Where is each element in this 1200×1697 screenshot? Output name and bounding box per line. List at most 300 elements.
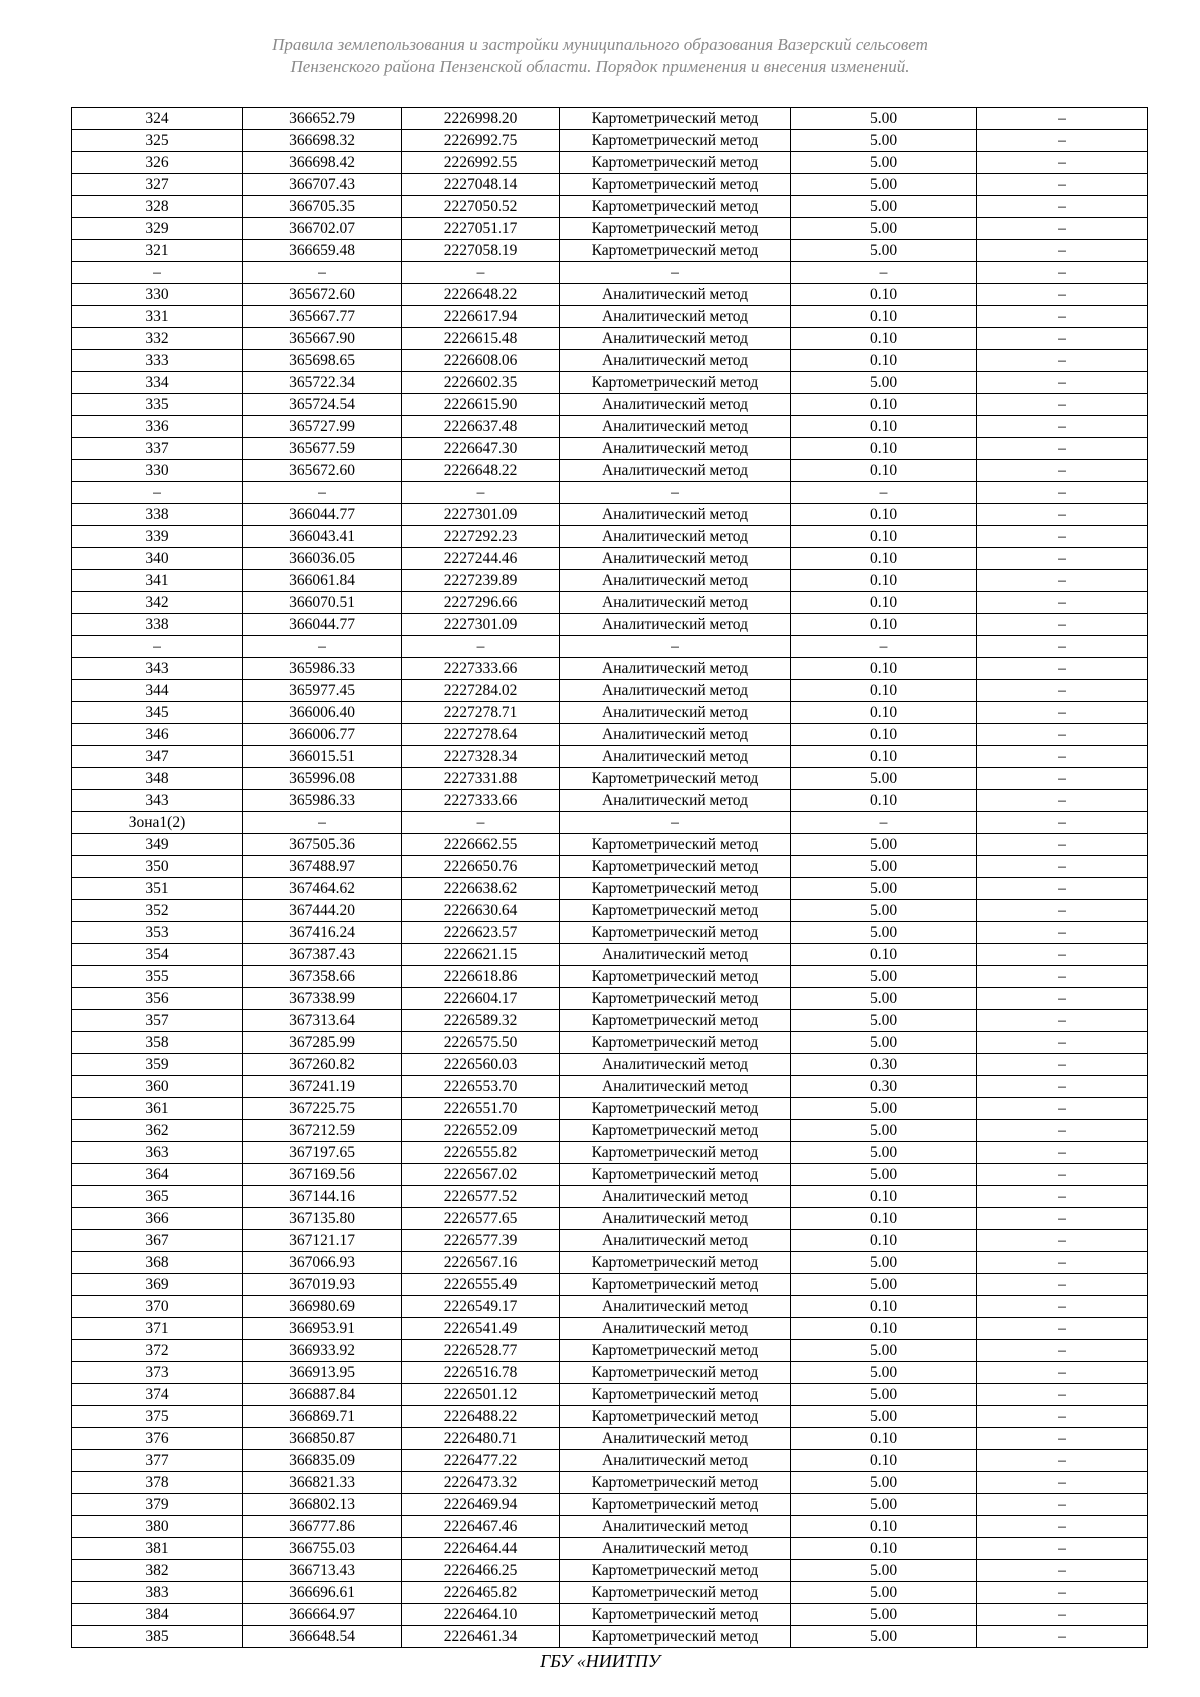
- x-coordinate-cell: 366913.95: [243, 1362, 402, 1384]
- description-cell: –: [977, 1428, 1148, 1450]
- y-coordinate-cell: 2226553.70: [402, 1076, 560, 1098]
- method-cell: Аналитический метод: [560, 944, 791, 966]
- method-cell: Картометрический метод: [560, 834, 791, 856]
- accuracy-cell: 0.10: [791, 790, 977, 812]
- y-coordinate-cell: 2226615.90: [402, 394, 560, 416]
- y-coordinate-cell: 2227292.23: [402, 526, 560, 548]
- y-coordinate-cell: 2226577.65: [402, 1208, 560, 1230]
- y-coordinate-cell: 2226501.12: [402, 1384, 560, 1406]
- point-number-cell: 347: [72, 746, 243, 768]
- y-coordinate-cell: 2226516.78: [402, 1362, 560, 1384]
- description-cell: –: [977, 1560, 1148, 1582]
- description-cell: –: [977, 1032, 1148, 1054]
- table-row: [72, 1318, 1148, 1340]
- x-coordinate-cell: 365677.59: [243, 438, 402, 460]
- accuracy-cell: 5.00: [791, 240, 977, 262]
- accuracy-cell: 5.00: [791, 1252, 977, 1274]
- accuracy-cell: 0.10: [791, 1516, 977, 1538]
- table-row: [72, 702, 1148, 724]
- table-row: [72, 988, 1148, 1010]
- point-number-cell: 357: [72, 1010, 243, 1032]
- y-coordinate-cell: 2226552.09: [402, 1120, 560, 1142]
- point-number-cell: 343: [72, 790, 243, 812]
- x-coordinate-cell: 366821.33: [243, 1472, 402, 1494]
- description-cell: –: [977, 966, 1148, 988]
- x-coordinate-cell: 365722.34: [243, 372, 402, 394]
- accuracy-cell: 5.00: [791, 108, 977, 130]
- description-cell: –: [977, 1274, 1148, 1296]
- table-row: [72, 328, 1148, 350]
- method-cell: Аналитический метод: [560, 504, 791, 526]
- accuracy-cell: 5.00: [791, 878, 977, 900]
- point-number-cell: 354: [72, 944, 243, 966]
- table-row: [72, 1582, 1148, 1604]
- x-coordinate-cell: 366869.71: [243, 1406, 402, 1428]
- table-row: [72, 614, 1148, 636]
- header-line-1: Правила землепользования и застройки муниципального образования Вазерский сельсовет: [272, 35, 928, 54]
- y-coordinate-cell: –: [402, 636, 560, 658]
- point-number-cell: 366: [72, 1208, 243, 1230]
- point-number-cell: 327: [72, 174, 243, 196]
- description-cell: –: [977, 1450, 1148, 1472]
- table-row: [72, 1252, 1148, 1274]
- x-coordinate-cell: 366707.43: [243, 174, 402, 196]
- point-number-cell: 374: [72, 1384, 243, 1406]
- accuracy-cell: 0.10: [791, 614, 977, 636]
- point-number-cell: 321: [72, 240, 243, 262]
- y-coordinate-cell: 2226488.22: [402, 1406, 560, 1428]
- table-row: [72, 724, 1148, 746]
- y-coordinate-cell: 2226551.70: [402, 1098, 560, 1120]
- point-number-cell: 338: [72, 614, 243, 636]
- x-coordinate-cell: 366887.84: [243, 1384, 402, 1406]
- point-number-cell: 351: [72, 878, 243, 900]
- method-cell: Картометрический метод: [560, 1032, 791, 1054]
- method-cell: Картометрический метод: [560, 856, 791, 878]
- table-row: [72, 1428, 1148, 1450]
- method-cell: Картометрический метод: [560, 1164, 791, 1186]
- x-coordinate-cell: 366802.13: [243, 1494, 402, 1516]
- y-coordinate-cell: 2226567.02: [402, 1164, 560, 1186]
- point-number-cell: 380: [72, 1516, 243, 1538]
- accuracy-cell: –: [791, 262, 977, 284]
- method-cell: Аналитический метод: [560, 724, 791, 746]
- x-coordinate-cell: 367285.99: [243, 1032, 402, 1054]
- y-coordinate-cell: 2226617.94: [402, 306, 560, 328]
- method-cell: Аналитический метод: [560, 1318, 791, 1340]
- x-coordinate-cell: 367313.64: [243, 1010, 402, 1032]
- table-row: [72, 856, 1148, 878]
- accuracy-cell: 5.00: [791, 1362, 977, 1384]
- method-cell: Аналитический метод: [560, 328, 791, 350]
- method-cell: Картометрический метод: [560, 240, 791, 262]
- y-coordinate-cell: –: [402, 262, 560, 284]
- description-cell: –: [977, 922, 1148, 944]
- y-coordinate-cell: 2226608.06: [402, 350, 560, 372]
- method-cell: Картометрический метод: [560, 1274, 791, 1296]
- description-cell: –: [977, 1582, 1148, 1604]
- y-coordinate-cell: 2226648.22: [402, 284, 560, 306]
- accuracy-cell: 5.00: [791, 218, 977, 240]
- y-coordinate-cell: 2226992.75: [402, 130, 560, 152]
- table-row: [72, 1142, 1148, 1164]
- table-row: [72, 1538, 1148, 1560]
- y-coordinate-cell: 2226618.86: [402, 966, 560, 988]
- y-coordinate-cell: 2226567.16: [402, 1252, 560, 1274]
- point-number-cell: 336: [72, 416, 243, 438]
- accuracy-cell: 0.10: [791, 1230, 977, 1252]
- description-cell: –: [977, 174, 1148, 196]
- method-cell: Картометрический метод: [560, 1142, 791, 1164]
- method-cell: Аналитический метод: [560, 1230, 791, 1252]
- point-number-cell: 381: [72, 1538, 243, 1560]
- coordinates-table-body: [72, 108, 1148, 1648]
- point-number-cell: 379: [72, 1494, 243, 1516]
- x-coordinate-cell: 366070.51: [243, 592, 402, 614]
- description-cell: –: [977, 1164, 1148, 1186]
- x-coordinate-cell: 367135.80: [243, 1208, 402, 1230]
- description-cell: –: [977, 1296, 1148, 1318]
- x-coordinate-cell: 367464.62: [243, 878, 402, 900]
- accuracy-cell: 0.10: [791, 504, 977, 526]
- accuracy-cell: 5.00: [791, 152, 977, 174]
- point-number-cell: 330: [72, 284, 243, 306]
- table-row: [72, 878, 1148, 900]
- accuracy-cell: 5.00: [791, 1494, 977, 1516]
- method-cell: Аналитический метод: [560, 1208, 791, 1230]
- method-cell: Картометрический метод: [560, 108, 791, 130]
- table-row: [72, 658, 1148, 680]
- description-cell: –: [977, 438, 1148, 460]
- method-cell: Аналитический метод: [560, 1428, 791, 1450]
- method-cell: Аналитический метод: [560, 592, 791, 614]
- point-number-cell: 362: [72, 1120, 243, 1142]
- x-coordinate-cell: 366015.51: [243, 746, 402, 768]
- method-cell: Аналитический метод: [560, 1296, 791, 1318]
- x-coordinate-cell: 365986.33: [243, 658, 402, 680]
- point-number-cell: 329: [72, 218, 243, 240]
- point-number-cell: 352: [72, 900, 243, 922]
- x-coordinate-cell: 367260.82: [243, 1054, 402, 1076]
- y-coordinate-cell: 2226575.50: [402, 1032, 560, 1054]
- table-row: [72, 746, 1148, 768]
- accuracy-cell: 0.10: [791, 1296, 977, 1318]
- y-coordinate-cell: 2226604.17: [402, 988, 560, 1010]
- description-cell: –: [977, 482, 1148, 504]
- accuracy-cell: 0.10: [791, 658, 977, 680]
- accuracy-cell: 5.00: [791, 856, 977, 878]
- method-cell: Аналитический метод: [560, 438, 791, 460]
- table-row: [72, 922, 1148, 944]
- description-cell: –: [977, 812, 1148, 834]
- table-row: [72, 1164, 1148, 1186]
- description-cell: –: [977, 1076, 1148, 1098]
- x-coordinate-cell: 366850.87: [243, 1428, 402, 1450]
- description-cell: –: [977, 1626, 1148, 1648]
- y-coordinate-cell: 2226647.30: [402, 438, 560, 460]
- description-cell: –: [977, 548, 1148, 570]
- method-cell: –: [560, 636, 791, 658]
- point-number-cell: 324: [72, 108, 243, 130]
- table-row: [72, 592, 1148, 614]
- y-coordinate-cell: 2226555.82: [402, 1142, 560, 1164]
- y-coordinate-cell: 2227328.34: [402, 746, 560, 768]
- y-coordinate-cell: –: [402, 482, 560, 504]
- accuracy-cell: 5.00: [791, 372, 977, 394]
- method-cell: Картометрический метод: [560, 1626, 791, 1648]
- method-cell: Картометрический метод: [560, 878, 791, 900]
- accuracy-cell: 0.10: [791, 416, 977, 438]
- method-cell: Картометрический метод: [560, 768, 791, 790]
- description-cell: –: [977, 1098, 1148, 1120]
- table-row: [72, 1274, 1148, 1296]
- table-row: [72, 526, 1148, 548]
- accuracy-cell: 0.10: [791, 702, 977, 724]
- description-cell: –: [977, 1516, 1148, 1538]
- y-coordinate-cell: 2226464.10: [402, 1604, 560, 1626]
- y-coordinate-cell: 2227284.02: [402, 680, 560, 702]
- coordinates-table: [71, 107, 1148, 1648]
- table-row: [72, 1494, 1148, 1516]
- accuracy-cell: 5.00: [791, 834, 977, 856]
- method-cell: Картометрический метод: [560, 1560, 791, 1582]
- method-cell: Аналитический метод: [560, 394, 791, 416]
- description-cell: –: [977, 746, 1148, 768]
- method-cell: Картометрический метод: [560, 922, 791, 944]
- table-row: [72, 438, 1148, 460]
- y-coordinate-cell: 2226662.55: [402, 834, 560, 856]
- point-number-cell: 353: [72, 922, 243, 944]
- accuracy-cell: 0.10: [791, 460, 977, 482]
- x-coordinate-cell: 365724.54: [243, 394, 402, 416]
- y-coordinate-cell: 2226480.71: [402, 1428, 560, 1450]
- y-coordinate-cell: 2226577.52: [402, 1186, 560, 1208]
- description-cell: –: [977, 262, 1148, 284]
- x-coordinate-cell: 366835.09: [243, 1450, 402, 1472]
- accuracy-cell: 5.00: [791, 1560, 977, 1582]
- description-cell: –: [977, 988, 1148, 1010]
- table-row: [72, 1010, 1148, 1032]
- method-cell: Картометрический метод: [560, 1472, 791, 1494]
- y-coordinate-cell: 2227048.14: [402, 174, 560, 196]
- accuracy-cell: 5.00: [791, 174, 977, 196]
- accuracy-cell: 5.00: [791, 1010, 977, 1032]
- description-cell: –: [977, 680, 1148, 702]
- y-coordinate-cell: 2226602.35: [402, 372, 560, 394]
- table-row: [72, 1296, 1148, 1318]
- y-coordinate-cell: 2226615.48: [402, 328, 560, 350]
- y-coordinate-cell: 2227058.19: [402, 240, 560, 262]
- description-cell: –: [977, 108, 1148, 130]
- accuracy-cell: 5.00: [791, 1098, 977, 1120]
- point-number-cell: 360: [72, 1076, 243, 1098]
- point-number-cell: 325: [72, 130, 243, 152]
- table-row: [72, 1560, 1148, 1582]
- x-coordinate-cell: 365977.45: [243, 680, 402, 702]
- method-cell: Картометрический метод: [560, 900, 791, 922]
- description-cell: –: [977, 1186, 1148, 1208]
- description-cell: –: [977, 306, 1148, 328]
- y-coordinate-cell: 2227333.66: [402, 658, 560, 680]
- accuracy-cell: 5.00: [791, 768, 977, 790]
- table-row: [72, 834, 1148, 856]
- accuracy-cell: 0.10: [791, 1428, 977, 1450]
- description-cell: –: [977, 372, 1148, 394]
- description-cell: –: [977, 1054, 1148, 1076]
- x-coordinate-cell: –: [243, 262, 402, 284]
- x-coordinate-cell: 366652.79: [243, 108, 402, 130]
- table-row: [72, 482, 1148, 504]
- method-cell: Картометрический метод: [560, 196, 791, 218]
- accuracy-cell: 0.10: [791, 526, 977, 548]
- point-number-cell: 368: [72, 1252, 243, 1274]
- y-coordinate-cell: 2226637.48: [402, 416, 560, 438]
- point-number-cell: –: [72, 262, 243, 284]
- x-coordinate-cell: 365672.60: [243, 460, 402, 482]
- x-coordinate-cell: 365672.60: [243, 284, 402, 306]
- y-coordinate-cell: 2226650.76: [402, 856, 560, 878]
- description-cell: –: [977, 1604, 1148, 1626]
- y-coordinate-cell: 2226464.44: [402, 1538, 560, 1560]
- point-number-cell: 348: [72, 768, 243, 790]
- point-number-cell: –: [72, 636, 243, 658]
- description-cell: –: [977, 1406, 1148, 1428]
- y-coordinate-cell: 2226555.49: [402, 1274, 560, 1296]
- accuracy-cell: 0.10: [791, 680, 977, 702]
- description-cell: –: [977, 1318, 1148, 1340]
- description-cell: –: [977, 1142, 1148, 1164]
- description-cell: –: [977, 350, 1148, 372]
- accuracy-cell: 5.00: [791, 1582, 977, 1604]
- accuracy-cell: 0.10: [791, 306, 977, 328]
- table-row: [72, 1406, 1148, 1428]
- point-number-cell: 343: [72, 658, 243, 680]
- table-row: [72, 570, 1148, 592]
- y-coordinate-cell: 2227301.09: [402, 504, 560, 526]
- description-cell: –: [977, 724, 1148, 746]
- method-cell: Картометрический метод: [560, 1604, 791, 1626]
- accuracy-cell: –: [791, 636, 977, 658]
- x-coordinate-cell: 365996.08: [243, 768, 402, 790]
- x-coordinate-cell: –: [243, 482, 402, 504]
- accuracy-cell: 0.10: [791, 1186, 977, 1208]
- table-row: [72, 1054, 1148, 1076]
- point-number-cell: 339: [72, 526, 243, 548]
- table-row: [72, 1230, 1148, 1252]
- x-coordinate-cell: 367197.65: [243, 1142, 402, 1164]
- table-row: [72, 262, 1148, 284]
- point-number-cell: 333: [72, 350, 243, 372]
- x-coordinate-cell: 366006.77: [243, 724, 402, 746]
- x-coordinate-cell: 366980.69: [243, 1296, 402, 1318]
- y-coordinate-cell: 2227333.66: [402, 790, 560, 812]
- table-row: [72, 174, 1148, 196]
- point-number-cell: 372: [72, 1340, 243, 1362]
- x-coordinate-cell: –: [243, 812, 402, 834]
- x-coordinate-cell: 367338.99: [243, 988, 402, 1010]
- y-coordinate-cell: 2227278.71: [402, 702, 560, 724]
- method-cell: –: [560, 262, 791, 284]
- page-footer: ГБУ «НИИТПУ: [540, 1651, 660, 1671]
- point-number-cell: –: [72, 482, 243, 504]
- description-cell: –: [977, 152, 1148, 174]
- point-number-cell: 344: [72, 680, 243, 702]
- y-coordinate-cell: 2227050.52: [402, 196, 560, 218]
- x-coordinate-cell: 367121.17: [243, 1230, 402, 1252]
- table-row: [72, 240, 1148, 262]
- x-coordinate-cell: 367416.24: [243, 922, 402, 944]
- accuracy-cell: 5.00: [791, 1120, 977, 1142]
- y-coordinate-cell: 2226541.49: [402, 1318, 560, 1340]
- method-cell: Картометрический метод: [560, 152, 791, 174]
- x-coordinate-cell: 367225.75: [243, 1098, 402, 1120]
- table-row: [72, 350, 1148, 372]
- accuracy-cell: 0.10: [791, 1318, 977, 1340]
- table-row: [72, 768, 1148, 790]
- table-row: [72, 416, 1148, 438]
- table-row: [72, 1098, 1148, 1120]
- point-number-cell: 364: [72, 1164, 243, 1186]
- page-header: [0, 34, 1200, 78]
- description-cell: –: [977, 570, 1148, 592]
- description-cell: –: [977, 196, 1148, 218]
- accuracy-cell: 0.10: [791, 724, 977, 746]
- point-number-cell: 356: [72, 988, 243, 1010]
- table-row: [72, 1604, 1148, 1626]
- point-number-cell: 340: [72, 548, 243, 570]
- method-cell: Аналитический метод: [560, 1054, 791, 1076]
- description-cell: –: [977, 1384, 1148, 1406]
- method-cell: Аналитический метод: [560, 306, 791, 328]
- description-cell: –: [977, 1208, 1148, 1230]
- table-row: [72, 196, 1148, 218]
- point-number-cell: 359: [72, 1054, 243, 1076]
- x-coordinate-cell: 365727.99: [243, 416, 402, 438]
- point-number-cell: 358: [72, 1032, 243, 1054]
- description-cell: –: [977, 658, 1148, 680]
- accuracy-cell: 0.10: [791, 350, 977, 372]
- x-coordinate-cell: 365698.65: [243, 350, 402, 372]
- description-cell: –: [977, 878, 1148, 900]
- method-cell: Аналитический метод: [560, 460, 791, 482]
- point-number-cell: 355: [72, 966, 243, 988]
- accuracy-cell: 0.10: [791, 438, 977, 460]
- point-number-cell: 342: [72, 592, 243, 614]
- description-cell: –: [977, 1362, 1148, 1384]
- description-cell: –: [977, 592, 1148, 614]
- x-coordinate-cell: 367488.97: [243, 856, 402, 878]
- method-cell: Аналитический метод: [560, 1516, 791, 1538]
- method-cell: Картометрический метод: [560, 1362, 791, 1384]
- description-cell: –: [977, 702, 1148, 724]
- accuracy-cell: 0.10: [791, 570, 977, 592]
- method-cell: Картометрический метод: [560, 1010, 791, 1032]
- point-number-cell: 328: [72, 196, 243, 218]
- method-cell: Аналитический метод: [560, 1186, 791, 1208]
- table-row: [72, 636, 1148, 658]
- point-number-cell: 383: [72, 1582, 243, 1604]
- x-coordinate-cell: 365667.90: [243, 328, 402, 350]
- x-coordinate-cell: 366698.42: [243, 152, 402, 174]
- description-cell: –: [977, 1472, 1148, 1494]
- method-cell: Аналитический метод: [560, 702, 791, 724]
- description-cell: –: [977, 328, 1148, 350]
- description-cell: –: [977, 1340, 1148, 1362]
- point-number-cell: Зона1(2): [72, 812, 243, 834]
- table-row: [72, 394, 1148, 416]
- accuracy-cell: 5.00: [791, 1340, 977, 1362]
- x-coordinate-cell: 367358.66: [243, 966, 402, 988]
